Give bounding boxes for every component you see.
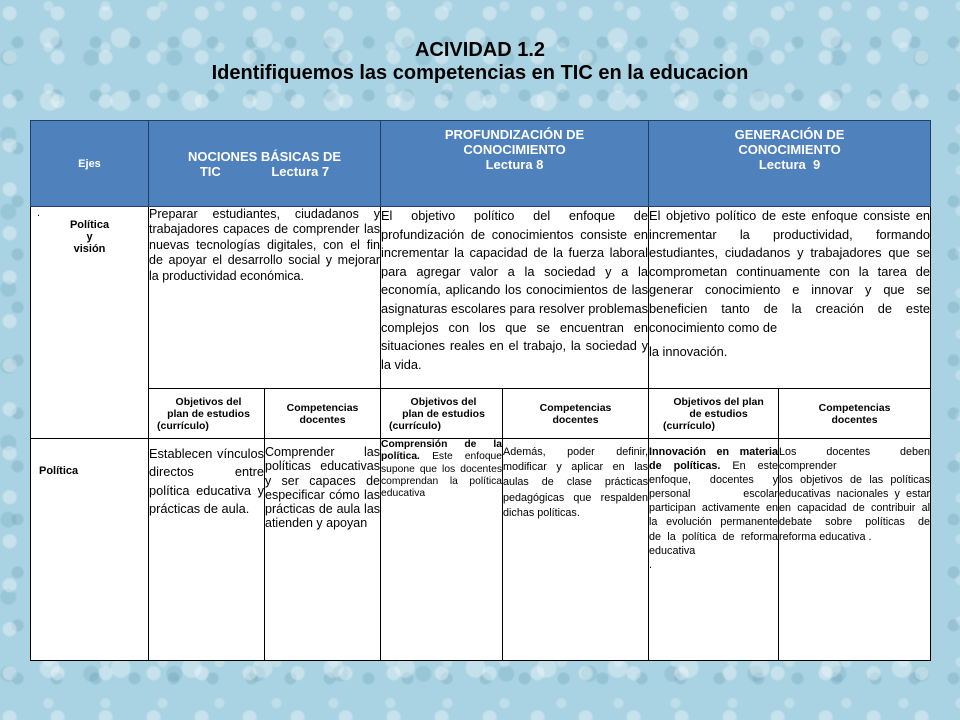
activity-title: ACIVIDAD 1.2 — [414, 39, 546, 61]
subheader-obj3 — [649, 389, 779, 439]
header-profundizacion-line1: PROFUNDIZACIÓN DE — [444, 127, 585, 142]
eje-politica-vision — [31, 207, 149, 439]
cell-generacion-vision — [649, 207, 931, 389]
subheader-comp3 — [779, 389, 931, 439]
header-generacion-line1: GENERACIÓN DE — [734, 127, 845, 142]
subheader-obj3-l3: (currículo) — [663, 419, 715, 432]
header-ejes-label: Ejes — [78, 157, 101, 170]
activity-subtitle: Identifiquemos las competencias en TIC en la educacion — [211, 62, 749, 84]
header-row — [31, 121, 931, 207]
eje-politica-vision-line2: y — [86, 231, 93, 243]
subheader-comp1-l2: docentes — [299, 413, 346, 426]
subheader-obj1-l2: plan de estudios — [167, 407, 250, 420]
subheader-obj1 — [149, 389, 265, 439]
obj3-politica-end: . — [649, 558, 653, 571]
cell-comp3-politica — [779, 439, 931, 661]
eje-dot: . — [37, 207, 41, 219]
comp2-politica-text: Además, poder definir, modificar y aplicar en las aulas de clase prácticas pedagógicas que respalden dichas políticas. — [503, 446, 649, 519]
subheader-comp3-l2: docentes — [831, 413, 878, 426]
obj2-politica-text: Este enfoque supone que los docentes comprendan la política educativa — [381, 451, 503, 500]
cell-obj2-politica — [381, 439, 503, 661]
subheader-comp2-l2: docentes — [552, 413, 599, 426]
eje-politica-label: Política — [39, 465, 79, 477]
comp1-politica-text: Comprender las políticas educativas y ser capaces de especificar cómo las prácticas de aula las atienden y apoyan — [265, 445, 381, 531]
obj2-politica-bold: Comprensión de la política. — [381, 439, 503, 463]
header-generacion — [649, 121, 931, 207]
cell-profundizacion-vision — [381, 207, 649, 389]
subheader-obj1-l3: (currículo) — [157, 419, 209, 432]
subheader-comp2 — [503, 389, 649, 439]
subheader-obj2-l1: Objetivos del — [410, 395, 477, 408]
header-profundizacion-line2: CONOCIMIENTO — [463, 142, 566, 157]
cell-comp1-politica — [265, 439, 381, 661]
subheader-obj1-l1: Objetivos del — [175, 395, 242, 408]
obj3-politica-text: En este enfoque, docentes y personal escolar participan activamente en la evolución permanente de la política de reforma educativa — [649, 460, 779, 557]
header-profundizacion — [381, 121, 649, 207]
row-politica — [31, 439, 931, 661]
obj1-politica-text: Establecen vínculos directos entre política educativa y prácticas de aula. — [149, 446, 264, 517]
comp3-politica-text: los objetivos de las políticas educativas nacionales y estar en capacidad de contribuir al debate sobre políticas de reforma educativa . — [779, 474, 931, 543]
subheader-obj3-l1: Objetivos del plan — [673, 395, 764, 408]
subheader-comp1 — [265, 389, 381, 439]
header-generacion-line3: Lectura 9 — [758, 157, 821, 172]
competencies-table — [30, 120, 931, 661]
eje-politica-vision-line3: visión — [73, 243, 106, 255]
subheader-comp2-l1: Competencias — [539, 401, 612, 414]
cell-obj3-politica — [649, 439, 779, 661]
subheader-row — [31, 389, 931, 439]
cell-obj1-politica — [149, 439, 265, 661]
subheader-obj2-l3: (currículo) — [389, 419, 441, 432]
subheader-comp3-l1: Competencias — [818, 401, 891, 414]
eje-politica — [31, 439, 149, 661]
obj3-politica-bold: Innovación en materia de políticas. — [649, 446, 779, 473]
eje-politica-vision-line1: Política — [69, 219, 110, 231]
header-nociones-line1: NOCIONES BÁSICAS DE — [187, 148, 342, 164]
generacion-vision-end: la innovación. — [649, 344, 728, 360]
header-nociones-line2: TIC Lectura 7 — [199, 163, 330, 179]
generacion-vision-text: El objetivo político de este enfoque consiste en incrementar la productividad, formando estudiantes, ciudadanos y trabajadores que se comprometan continuamente con la tarea de generar conocimiento e innovar y que se beneficien tanto de la creación de este conocimiento como de — [649, 208, 931, 335]
cell-nociones-vision — [149, 207, 381, 389]
header-nociones — [149, 121, 381, 207]
header-ejes — [31, 121, 149, 207]
header-profundizacion-line3: Lectura 8 — [485, 157, 544, 172]
comp3-politica-l1: Los docentes deben comprender — [779, 446, 931, 473]
subheader-comp1-l1: Competencias — [286, 401, 359, 414]
subheader-obj2-l2: plan de estudios — [402, 407, 485, 420]
profundizacion-vision-text: El objetivo político del enfoque de profundización de conocimientos consiste en incrementar la capacidad de la fuerza laboral para agregar valor a la sociedad y a la economía, aplicando los conocimientos de las asignaturas escolares para resolver problemas complejos con los que se encuentran en situaciones reales en el trabajo, la sociedad y la vida. — [381, 208, 649, 372]
header-generacion-line2: CONOCIMIENTO — [738, 142, 841, 157]
nociones-vision-text: Preparar estudiantes, ciudadanos y trabajadores capaces de comprender las nuevas tecnologías digitales, con el fin de apoyar el desarrollo social y mejorar la productividad económica. — [149, 207, 381, 283]
subheader-obj2 — [381, 389, 503, 439]
subheader-obj3-l2: de estudios — [689, 407, 748, 420]
cell-comp2-politica — [503, 439, 649, 661]
row-politica-vision — [31, 207, 931, 389]
